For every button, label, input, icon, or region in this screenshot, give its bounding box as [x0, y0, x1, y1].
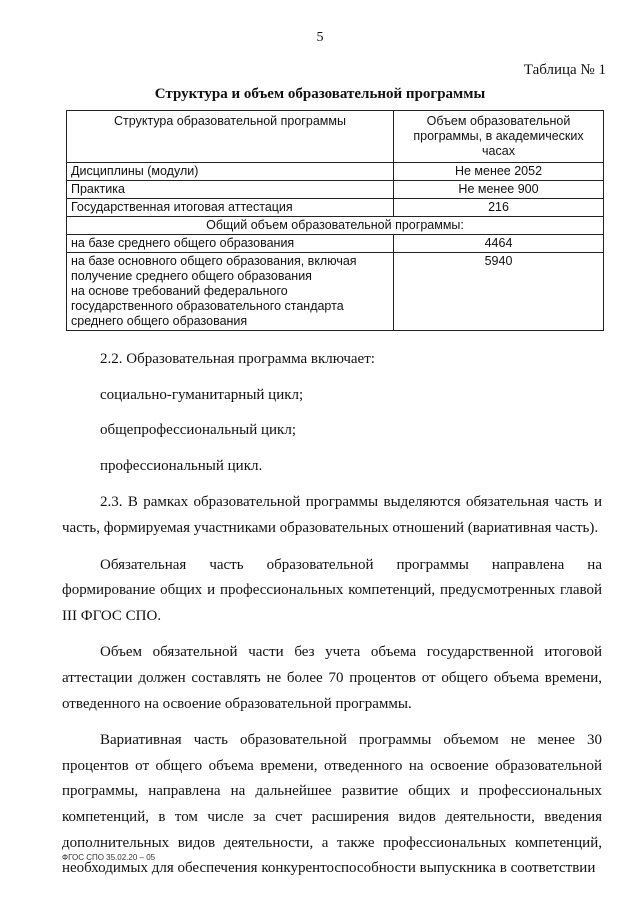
- table-row: [67, 253, 604, 331]
- header-structure: Структура образовательной программы: [67, 111, 394, 163]
- table-label: Таблица № 1: [523, 62, 606, 78]
- row-label: Государственная итоговая аттестация: [67, 199, 394, 217]
- paragraph: общепрофессиональный цикл;: [100, 422, 296, 439]
- footer-code: ФГОС СПО 35.02.20 – 05: [62, 853, 156, 862]
- table-total-heading-row: [67, 217, 604, 235]
- table-row: [67, 163, 604, 181]
- table-title: Структура и объем образовательной программы: [154, 86, 486, 102]
- table-row: [67, 199, 604, 217]
- table-header-row: [67, 111, 604, 163]
- paragraph: профессиональный цикл.: [100, 457, 263, 474]
- page-number: 5: [316, 30, 324, 45]
- program-structure-table: [66, 110, 604, 331]
- paragraph: Обязательная часть образовательной программы направлена на формирование общих и профессиональных компетенций, предусмотренных главой III ФГОС СПО.: [62, 556, 602, 624]
- paragraph: Вариативная часть образовательной программы объемом не менее 30 процентов от общего объема времени, отведенного на освоение образовательной программы, направлена на дальнейшее развитие общих и профессиональных компетенций, в том числе за счет расширения видов деятельности, введения дополнительных видов деятельности, а также профессиональных компетенций, необходимых для обеспечения конкурентоспособности выпускника в соответствии: [62, 732, 602, 877]
- body-text: [62, 347, 602, 882]
- paragraph: 2.3. В рамках образовательной программы выделяются обязательная часть и часть, формируемая участниками образовательных отношений (вариативная часть).: [62, 494, 602, 536]
- total-volume-heading: Общий объем образовательной программы:: [67, 217, 604, 235]
- paragraph: 2.2. Образовательная программа включает:: [100, 351, 375, 367]
- row-value: Не менее 900: [394, 181, 604, 199]
- row-value: Не менее 2052: [394, 163, 604, 181]
- row-label: Практика: [67, 181, 394, 199]
- row-label: Дисциплины (модули): [67, 163, 394, 181]
- table-row: [67, 181, 604, 199]
- row-value: 216: [394, 199, 604, 217]
- row-label: на базе основного общего образования, включая получение среднего общего образования на основе требований федерального государственного образовательного стандарта среднего общего образования: [67, 253, 394, 331]
- header-volume: Объем образовательной программы, в академических часах: [394, 111, 604, 163]
- row-label: на базе среднего общего образования: [67, 235, 394, 253]
- paragraph: Объем обязательной части без учета объема государственной итоговой аттестации должен составлять не более 70 процентов от общего объема времени, отведенного на освоение образовательной программы.: [62, 644, 602, 712]
- row-value: 5940: [394, 253, 604, 331]
- row-value: 4464: [394, 235, 604, 253]
- table-row: [67, 235, 604, 253]
- paragraph: социально-гуманитарный цикл;: [100, 386, 304, 403]
